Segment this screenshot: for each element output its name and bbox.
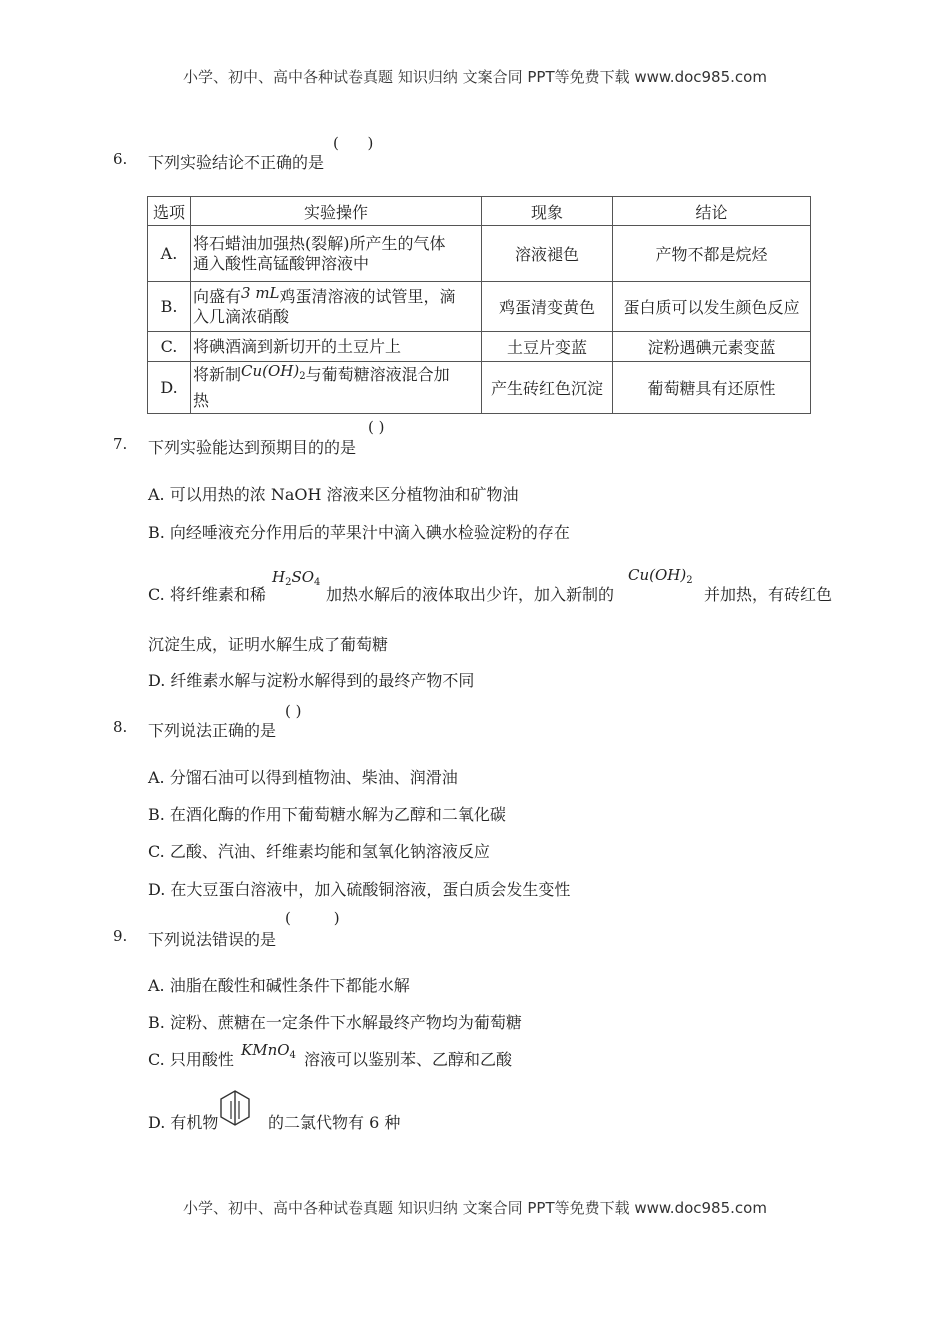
q6-table xyxy=(147,196,811,414)
op-text: 通入酸性高锰酸钾溶液中 xyxy=(193,253,370,273)
formula-sub: 2 xyxy=(285,577,292,588)
q8-option-a: A. 分馏石油可以得到植物油、柴油、润滑油 xyxy=(148,768,458,787)
q9-option-a: A. 油脂在酸性和碱性条件下都能水解 xyxy=(148,976,410,995)
q7-option-b: B. 向经唾液充分作用后的苹果汁中滴入碘水检验淀粉的存在 xyxy=(148,523,570,542)
formula-sub: 4 xyxy=(314,577,321,588)
q9-option-b: B. 淀粉、蔗糖在一定条件下水解最终产物均为葡萄糖 xyxy=(148,1013,522,1032)
q9-answer-paren: ( ) xyxy=(285,909,340,927)
row-conclusion: 蛋白质可以发生颜色反应 xyxy=(613,282,811,332)
q8-number: 8. xyxy=(113,718,128,736)
row-option: D. xyxy=(148,362,191,414)
q9-text: 下列说法错误的是 xyxy=(148,930,277,949)
q8-option-b: B. 在酒化酶的作用下葡萄糖水解为乙醇和二氧化碳 xyxy=(148,805,506,824)
q8-text: 下列说法正确的是 xyxy=(148,721,277,740)
q7-option-c-part2: 加热水解后的液体取出少许，加入新制的 xyxy=(326,585,615,604)
table-header-row xyxy=(148,197,811,226)
col-header-conclusion: 结论 xyxy=(613,197,811,226)
q7-formula-h2so4 xyxy=(272,568,320,588)
row-operation xyxy=(191,282,482,332)
q9-option-d-part1: D. 有机物 xyxy=(148,1113,219,1132)
q9-option-c-part2: 溶液可以鉴别苯、乙醇和乙酸 xyxy=(304,1050,513,1069)
math-formula xyxy=(241,362,306,380)
q8-option-c: C. 乙酸、汽油、纤维素均能和氢氧化钠溶液反应 xyxy=(148,842,490,861)
q7-formula-cuoh2 xyxy=(628,566,693,586)
op-text: 将石蜡油加强热 xyxy=(193,233,306,253)
row-phenomenon: 产生砖红色沉淀 xyxy=(482,362,613,414)
row-operation: 将碘酒滴到新切开的土豆片上 xyxy=(191,332,482,362)
q7-number: 7. xyxy=(113,435,128,453)
formula-sub: 2 xyxy=(686,575,693,586)
formula-part: KMnO xyxy=(241,1041,290,1059)
op-text: 鸡蛋清溶液的试管里，滴 xyxy=(279,286,456,306)
col-header-phenomenon: 现象 xyxy=(482,197,613,226)
row-conclusion: 产物不都是烷烃 xyxy=(613,226,811,282)
col-header-option: 选项 xyxy=(148,197,191,226)
q6-answer-paren: ( ) xyxy=(333,134,374,152)
q7-option-d: D. 纤维素水解与淀粉水解得到的最终产物不同 xyxy=(148,671,475,690)
row-phenomenon: 土豆片变蓝 xyxy=(482,332,613,362)
op-text: 将新制 xyxy=(193,364,242,384)
q9-number: 9. xyxy=(113,927,128,945)
formula-sub: 4 xyxy=(289,1050,296,1061)
q9-formula-kmno4 xyxy=(241,1041,296,1061)
row-operation xyxy=(191,362,482,414)
op-paren: (裂解) xyxy=(305,233,350,253)
row-conclusion: 淀粉遇碘元素变蓝 xyxy=(613,332,811,362)
op-text: 入几滴浓硝酸 xyxy=(193,306,290,326)
formula-part: H xyxy=(272,568,286,586)
q8-option-d: D. 在大豆蛋白溶液中，加入硫酸铜溶液，蛋白质会发生变性 xyxy=(148,880,571,899)
math-volume: 3 mL xyxy=(241,283,280,302)
q7-answer-paren: ( ) xyxy=(368,418,385,436)
op-text: 与葡萄糖溶液混合加 xyxy=(305,364,450,384)
q6-number: 6. xyxy=(113,150,128,168)
q7-option-c-part3: 并加热，有砖红色 xyxy=(704,585,833,604)
formula-main: Cu(OH) xyxy=(241,361,300,380)
col-header-operation: 实验操作 xyxy=(191,197,482,226)
row-operation xyxy=(191,226,482,282)
q7-option-c-part1: C. 将纤维素和稀 xyxy=(148,585,266,604)
row-option: B. xyxy=(148,282,191,332)
row-phenomenon: 鸡蛋清变黄色 xyxy=(482,282,613,332)
page-footer: 小学、初中、高中各种试卷真题 知识归纳 文案合同 PPT等免费下载 www.doc985.com xyxy=(183,1199,767,1217)
op-text: 向盛有 xyxy=(193,286,242,306)
q8-answer-paren: ( ) xyxy=(285,702,302,720)
row-option: A. xyxy=(148,226,191,282)
q7-option-c-part4: 沉淀生成，证明水解生成了葡萄糖 xyxy=(148,635,389,654)
row-option: C. xyxy=(148,332,191,362)
bicyclic-molecule-structure-icon xyxy=(219,1089,251,1127)
q6-text: 下列实验结论不正确的是 xyxy=(148,153,325,172)
op-text: 所产生的气体 xyxy=(349,233,446,253)
table-row xyxy=(148,362,811,414)
row-phenomenon: 溶液褪色 xyxy=(482,226,613,282)
formula-sub: 2 xyxy=(299,370,306,382)
q7-text: 下列实验能达到预期目的的是 xyxy=(148,438,357,457)
table-row xyxy=(148,282,811,332)
table-row xyxy=(148,332,811,362)
formula-part: SO xyxy=(291,568,315,586)
page-header: 小学、初中、高中各种试卷真题 知识归纳 文案合同 PPT等免费下载 www.doc985.com xyxy=(183,68,767,86)
formula-part: Cu(OH) xyxy=(628,566,687,584)
row-conclusion: 葡萄糖具有还原性 xyxy=(613,362,811,414)
table-row xyxy=(148,226,811,282)
q9-option-d-part2: 的二氯代物有 6 种 xyxy=(268,1113,401,1132)
q7-option-a: A. 可以用热的浓 NaOH 溶液来区分植物油和矿物油 xyxy=(148,485,519,504)
op-text: 热 xyxy=(193,390,210,410)
q9-option-c-part1: C. 只用酸性 xyxy=(148,1050,234,1069)
